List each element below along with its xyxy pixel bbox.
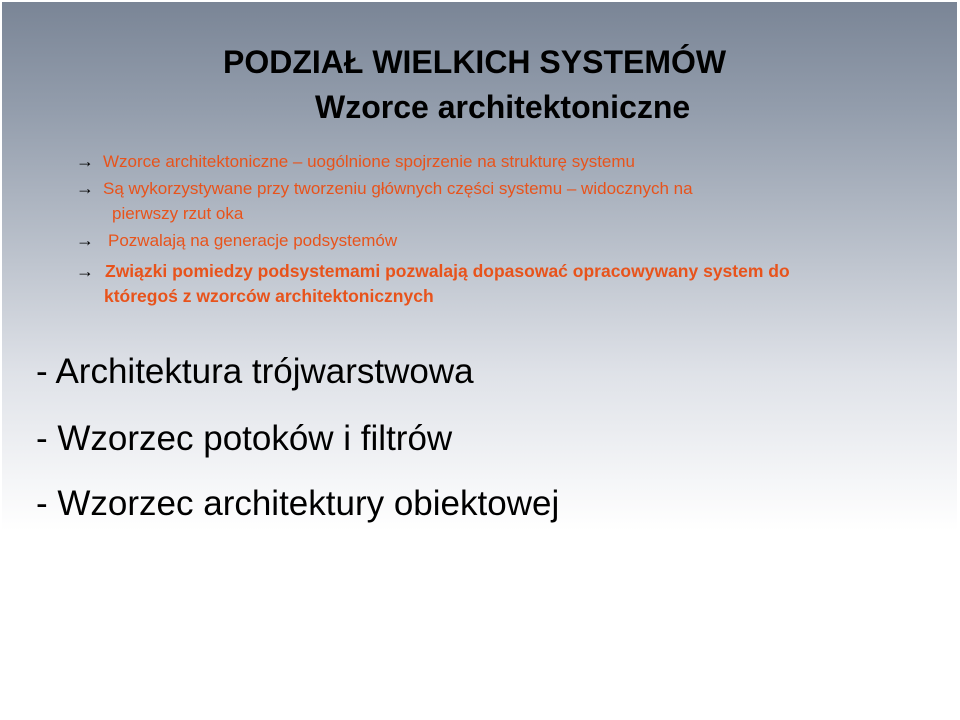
bullet-text: Są wykorzystywane przy tworzeniu głównych części systemu – widocznych na bbox=[103, 179, 693, 198]
bullet-text: Pozwalają na generacje podsystemów bbox=[108, 231, 398, 250]
bullet-item bbox=[76, 262, 790, 281]
bullet-continuation: któregoś z wzorców architektonicznych bbox=[104, 286, 434, 306]
pattern-item-three-tier: - Architektura trójwarstwowa bbox=[36, 352, 474, 391]
arrow-right-icon: → bbox=[76, 178, 94, 198]
slide bbox=[2, 2, 957, 717]
bullet-item bbox=[76, 152, 635, 170]
pattern-item-object-architecture: - Wzorzec architektury obiektowej bbox=[36, 484, 560, 523]
bullet-text: Wzorce architektoniczne – uogólnione spojrzenie na strukturę systemu bbox=[103, 152, 635, 171]
slide-title: PODZIAŁ WIELKICH SYSTEMÓW bbox=[223, 44, 727, 80]
arrow-right-icon: → bbox=[76, 151, 94, 171]
arrow-right-icon: → bbox=[76, 230, 94, 250]
bullet-text: Związki pomiedzy podsystemami pozwalają dopasować opracowywany system do bbox=[105, 261, 790, 281]
bullet-item bbox=[76, 179, 693, 197]
bullet-continuation: pierwszy rzut oka bbox=[112, 204, 244, 223]
slide-subtitle: Wzorce architektoniczne bbox=[315, 89, 691, 125]
pattern-item-pipes-filters: - Wzorzec potoków i filtrów bbox=[36, 419, 453, 458]
arrow-right-icon: → bbox=[76, 261, 94, 281]
bullet-item bbox=[76, 231, 397, 249]
